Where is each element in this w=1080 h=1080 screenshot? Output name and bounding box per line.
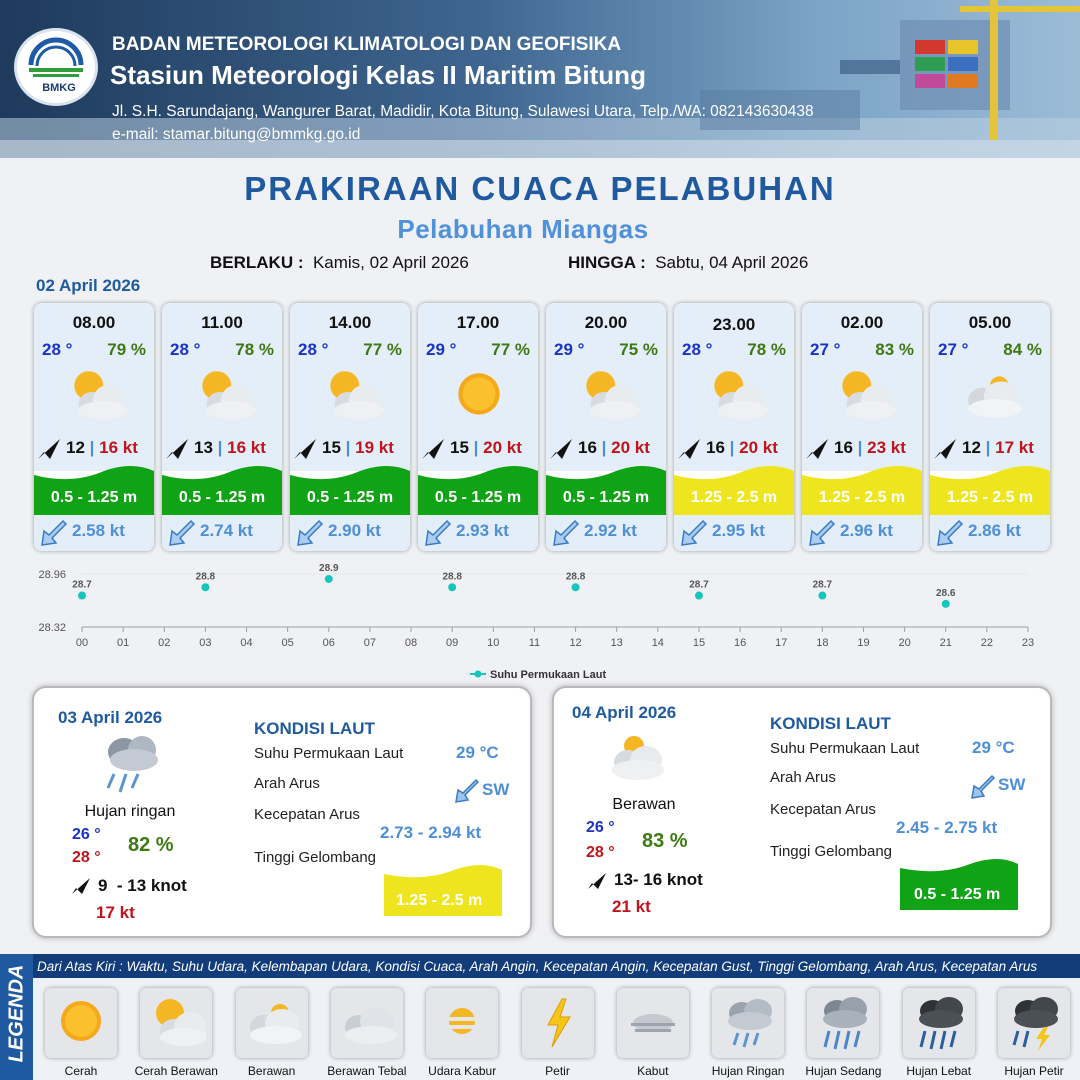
logo-text: BMKG	[42, 82, 76, 94]
org-name: BADAN METEOROLOGI KLIMATOLOGI DAN GEOFISIKA	[112, 34, 622, 55]
day3-dir-label: Arah Arus	[770, 769, 836, 786]
forecast-temperature: 28 °	[298, 340, 329, 359]
current-direction-icon	[296, 519, 324, 547]
gust-speed: 23 kt	[867, 438, 906, 457]
sst-point	[201, 583, 209, 591]
forecast-wind	[294, 438, 408, 459]
legend-title: LEGENDA	[5, 964, 28, 1063]
legend-label: Hujan Sedang	[805, 1064, 882, 1078]
cerah-icon	[51, 993, 111, 1053]
current-speed: 2.74 kt	[200, 521, 253, 540]
hujan-ringan-icon	[718, 993, 778, 1053]
day3-sst-label: Suhu Permukaan Laut	[770, 740, 920, 757]
cloudy-icon	[606, 732, 670, 784]
forecast-humidity: 77 %	[363, 340, 402, 359]
forecast-temperature: 27 °	[938, 340, 969, 359]
wind-arrow-icon	[588, 873, 606, 889]
day3-dir: SW	[998, 775, 1026, 794]
day2-dir: SW	[482, 780, 510, 799]
x-tick-label: 16	[733, 637, 747, 649]
x-tick-label: 17	[775, 637, 788, 649]
current-speed: 2.58 kt	[72, 521, 125, 540]
day2-dir-label: Arah Arus	[254, 775, 320, 792]
legend-item	[807, 988, 879, 1058]
gust-speed: 20 kt	[483, 438, 522, 457]
legend-item	[140, 988, 212, 1058]
legend-item	[903, 988, 975, 1058]
legend-item	[236, 988, 308, 1058]
forecast-temperature: 28 °	[682, 340, 713, 359]
separator: |	[89, 438, 95, 457]
forecast-time: 11.00	[201, 313, 243, 332]
day3-sst: 29 °C	[972, 738, 1015, 757]
wave-height: 0.5 - 1.25 m	[434, 489, 522, 506]
wave-height: 0.5 - 1.25 m	[562, 489, 650, 506]
berawan-tebal-icon	[337, 993, 397, 1053]
gust-speed: 16 kt	[227, 438, 266, 457]
sst-value-label: 28.8	[565, 571, 586, 583]
day3-wind: 13- 16 knot	[614, 870, 703, 889]
x-tick-label: 12	[569, 637, 582, 649]
forecast-humidity: 84 %	[1003, 340, 1042, 359]
page-title: PRAKIRAAN CUACA PELABUHAN	[244, 170, 836, 207]
current-speed: 2.90 kt	[328, 521, 381, 540]
x-tick-label: 04	[240, 637, 253, 649]
wind-speed: 16	[706, 438, 725, 457]
day3-speed: 2.45 - 2.75 kt	[896, 818, 998, 837]
cerah-berawan-icon	[188, 365, 258, 427]
wind-speed: 16	[834, 438, 853, 457]
wind-arrow-icon	[934, 439, 956, 459]
day3-temp-min: 26 °	[586, 819, 615, 836]
header-banner	[0, 0, 1080, 158]
day3-gust: 21 kt	[612, 897, 651, 916]
day3-panel	[552, 686, 1052, 938]
legend-label: Berawan Tebal	[327, 1064, 407, 1078]
day2-temp-max: 28 °	[72, 849, 101, 866]
current-speed: 2.92 kt	[584, 521, 637, 540]
legend-label: Udara Kabur	[428, 1064, 497, 1078]
current-arrow-icon	[454, 778, 480, 804]
current-speed: 2.96 kt	[840, 521, 893, 540]
forecast-card	[930, 303, 1050, 551]
forecast-card	[802, 303, 922, 551]
forecast-wind	[166, 438, 280, 459]
sst-point	[942, 600, 950, 608]
x-tick-label: 18	[816, 637, 829, 649]
current-direction-icon	[936, 519, 964, 547]
legend-marker	[475, 671, 482, 678]
chart-legend-label: Suhu Permukaan Laut	[490, 669, 607, 681]
legend-item	[426, 988, 498, 1058]
x-tick-label: 14	[651, 637, 664, 649]
legend-side	[0, 954, 33, 1080]
sst-value-label: 28.7	[812, 579, 833, 591]
petir-icon	[528, 993, 588, 1053]
day2-humidity: 82 %	[128, 834, 174, 856]
day3-date: 04 April 2026	[572, 703, 677, 722]
address: Jl. S.H. Sarundajang, Wangurer Barat, Madidir, Kota Bitung, Sulawesi Utara, Telp./WA: 082143630438	[112, 103, 814, 120]
x-tick-label: 23	[1021, 637, 1035, 649]
sst-value-label: 28.6	[936, 587, 956, 599]
wind-arrow-icon	[806, 439, 828, 459]
sst-point	[448, 583, 456, 591]
day2-speed: 2.73 - 2.94 kt	[380, 823, 482, 842]
sst-value-label: 28.8	[195, 571, 216, 583]
day3-temp-max: 28 °	[586, 844, 615, 861]
x-tick-label: 01	[117, 637, 130, 649]
wind-speed: 12	[66, 438, 85, 457]
day3-wave-label: Tinggi Gelombang	[770, 843, 893, 860]
day2-condition: Hujan ringan	[84, 803, 176, 820]
sst-value-label: 28.7	[72, 579, 92, 591]
current-speed: 2.95 kt	[712, 521, 765, 540]
forecast-humidity: 78 %	[235, 340, 274, 359]
forecast-time: 02.00	[840, 313, 884, 332]
cerah-berawan-icon	[572, 365, 642, 427]
wind-arrow-icon	[166, 439, 188, 459]
x-tick-label: 10	[487, 637, 500, 649]
valid-from	[210, 253, 469, 273]
x-tick-label: 21	[939, 637, 952, 649]
separator: |	[217, 438, 223, 457]
forecast-card	[674, 303, 794, 551]
current-direction-icon	[424, 519, 452, 547]
sst-value-label: 28.7	[689, 579, 709, 591]
port-name: Pelabuhan Miangas	[397, 214, 649, 244]
valid-to-label: HINGGA :	[568, 253, 646, 272]
berawan-icon	[242, 993, 302, 1053]
wind-arrow-icon	[550, 439, 572, 459]
forecast-wind	[934, 438, 1048, 459]
forecast-wind	[550, 438, 664, 459]
valid-from-label: BERLAKU :	[210, 253, 304, 272]
wind-speed: 12	[962, 438, 981, 457]
current-direction-icon	[680, 519, 708, 547]
forecast-temperature: 29 °	[426, 340, 457, 359]
legend-label: Hujan Petir	[1004, 1064, 1064, 1078]
legend-item	[331, 988, 403, 1058]
forecast-wind	[38, 438, 152, 459]
wave-height: 1.25 - 2.5 m	[818, 489, 906, 506]
forecast-wind	[678, 438, 792, 459]
day2-temp-min: 26 °	[72, 826, 101, 843]
wave-height: 0.5 - 1.25 m	[306, 489, 394, 506]
legend-item	[998, 988, 1070, 1058]
sst-point	[78, 592, 86, 600]
forecast-humidity: 75 %	[619, 340, 658, 359]
separator: |	[601, 438, 607, 457]
forecast-time: 05.00	[968, 313, 1012, 332]
x-tick-label: 09	[446, 637, 459, 649]
legend-item	[45, 988, 117, 1058]
wind-arrow-icon	[38, 439, 60, 459]
station-name: Stasiun Meteorologi Kelas II Maritim Bitung	[110, 60, 646, 90]
legend-description: Dari Atas Kiri : Waktu, Suhu Udara, Kelembapan Udara, Kondisi Cuaca, Arah Angin, Kecepatan Angin, Kecepatan Gust, Tinggi Gelombang, Arah Arus, Kecepatan Arus	[33, 954, 1080, 978]
sst-chart	[30, 556, 1050, 686]
wave-height: 0.5 - 1.25 m	[50, 489, 138, 506]
cerah-berawan-icon	[316, 365, 386, 427]
hujan-petir-icon	[1004, 993, 1064, 1053]
legend-item	[522, 988, 594, 1058]
x-tick-label: 11	[528, 637, 541, 649]
current-arrow-icon	[970, 774, 996, 800]
forecast-card	[162, 303, 282, 551]
day1-date: 02 April 2026	[36, 276, 141, 295]
x-tick-label: 19	[857, 637, 870, 649]
day2-date: 03 April 2026	[58, 708, 163, 727]
hujan-lebat-icon	[909, 993, 969, 1053]
x-tick-label: 08	[404, 637, 418, 649]
forecast-humidity: 78 %	[747, 340, 786, 359]
forecast-card	[546, 303, 666, 551]
sst-value-label: 28.9	[319, 562, 339, 574]
valid-to	[568, 253, 808, 273]
valid-from-value: Kamis, 02 April 2026	[312, 253, 469, 272]
current-direction-icon	[808, 519, 836, 547]
forecast-time: 23.00	[712, 315, 756, 334]
legend-label: Petir	[545, 1064, 570, 1078]
x-tick-label: 03	[199, 637, 212, 649]
wind-speed: 13	[194, 438, 213, 457]
forecast-humidity: 83 %	[875, 340, 914, 359]
forecast-time: 17.00	[456, 313, 500, 332]
y-tick-label: 28.32	[38, 622, 66, 634]
separator: |	[473, 438, 479, 457]
day2-wave: 1.25 - 2.5 m	[396, 892, 483, 909]
cerah-berawan-icon	[146, 993, 206, 1053]
forecast-humidity: 77 %	[491, 340, 530, 359]
day2-kondisi-laut: KONDISI LAUT	[254, 719, 375, 738]
bmkg-logo	[14, 28, 98, 106]
wind-speed: 15	[322, 438, 341, 457]
x-tick-label: 13	[610, 637, 623, 649]
wind-arrow-icon	[678, 439, 700, 459]
cerah-icon	[444, 365, 514, 427]
wind-speed: 16	[578, 438, 597, 457]
x-tick-label: 07	[363, 637, 377, 649]
wind-arrow-icon	[72, 878, 90, 894]
wave-height: 0.5 - 1.25 m	[178, 489, 266, 506]
sst-point	[572, 583, 580, 591]
sst-point	[325, 575, 333, 583]
current-direction-icon	[168, 519, 196, 547]
forecast-temperature: 27 °	[810, 340, 841, 359]
x-tick-label: 20	[898, 637, 911, 649]
day3-kondisi-laut: KONDISI LAUT	[770, 714, 891, 733]
cerah-berawan-icon	[828, 365, 898, 427]
legend-label: Hujan Ringan	[711, 1064, 785, 1078]
legend-label: Berawan	[247, 1064, 296, 1078]
legend-label: Hujan Lebat	[906, 1064, 972, 1078]
email: e-mail: stamar.bitung@bmmkg.go.id	[112, 126, 361, 143]
forecast-card	[34, 303, 154, 551]
legend-label: Kabut	[637, 1064, 669, 1078]
gust-speed: 20 kt	[739, 438, 778, 457]
current-direction-icon	[552, 519, 580, 547]
cerah-berawan-icon	[60, 365, 130, 427]
forecast-time: 14.00	[328, 313, 372, 332]
current-speed: 2.86 kt	[968, 521, 1021, 540]
day2-wave-label: Tinggi Gelombang	[254, 849, 377, 866]
day2-speed-label: Kecepatan Arus	[254, 806, 360, 823]
legend-label: Cerah	[64, 1064, 98, 1078]
legend-item	[617, 988, 689, 1058]
x-tick-label: 06	[322, 637, 335, 649]
forecast-temperature: 28 °	[170, 340, 201, 359]
day3-humidity: 83 %	[642, 830, 688, 852]
x-tick-label: 05	[281, 637, 294, 649]
y-tick-label: 28.96	[38, 569, 66, 581]
forecast-humidity: 79 %	[107, 340, 146, 359]
kabut-icon	[623, 993, 683, 1053]
legend-item	[712, 988, 784, 1058]
forecast-temperature: 29 °	[554, 340, 585, 359]
x-tick-label: 02	[158, 637, 171, 649]
separator: |	[857, 438, 863, 457]
day2-panel	[32, 686, 532, 938]
forecast-time: 20.00	[584, 313, 628, 332]
day2-sst: 29 °C	[456, 743, 499, 762]
x-tick-label: 15	[692, 637, 706, 649]
hujan-sedang-icon	[813, 993, 873, 1053]
gust-speed: 17 kt	[995, 438, 1034, 457]
day3-speed-label: Kecepatan Arus	[770, 801, 876, 818]
wind-speed: 15	[450, 438, 469, 457]
berawan-icon	[956, 365, 1026, 427]
legend-label: Cerah Berawan	[134, 1064, 218, 1078]
separator: |	[345, 438, 351, 457]
day2-gust: 17 kt	[96, 903, 135, 922]
x-tick-label: 22	[980, 637, 993, 649]
separator: |	[729, 438, 735, 457]
day2-sst-label: Suhu Permukaan Laut	[254, 745, 404, 762]
valid-to-value: Sabtu, 04 April 2026	[655, 253, 809, 272]
wind-arrow-icon	[294, 439, 316, 459]
wave-height: 1.25 - 2.5 m	[946, 489, 1034, 506]
gust-speed: 20 kt	[611, 438, 650, 457]
forecast-temperature: 28 °	[42, 340, 73, 359]
day2-wind: 9 - 13 knot	[98, 876, 187, 895]
sst-value-label: 28.8	[442, 571, 462, 583]
wave-height: 1.25 - 2.5 m	[690, 489, 778, 506]
rain-light-icon	[90, 728, 170, 800]
cerah-berawan-icon	[700, 365, 770, 427]
forecast-wind	[422, 438, 536, 459]
sst-point	[818, 592, 826, 600]
separator: |	[985, 438, 991, 457]
x-tick-label: 00	[75, 637, 89, 649]
wind-arrow-icon	[422, 439, 444, 459]
current-speed: 2.93 kt	[456, 521, 509, 540]
day3-wave: 0.5 - 1.25 m	[914, 886, 1001, 903]
forecast-time: 08.00	[72, 313, 116, 332]
sst-point	[695, 592, 703, 600]
udara-kabur-icon	[432, 993, 492, 1053]
forecast-wind	[806, 438, 920, 459]
day3-condition: Berawan	[612, 796, 676, 813]
current-direction-icon	[40, 519, 68, 547]
gust-speed: 19 kt	[355, 438, 394, 457]
forecast-card	[290, 303, 410, 551]
gust-speed: 16 kt	[99, 438, 138, 457]
forecast-card	[418, 303, 538, 551]
